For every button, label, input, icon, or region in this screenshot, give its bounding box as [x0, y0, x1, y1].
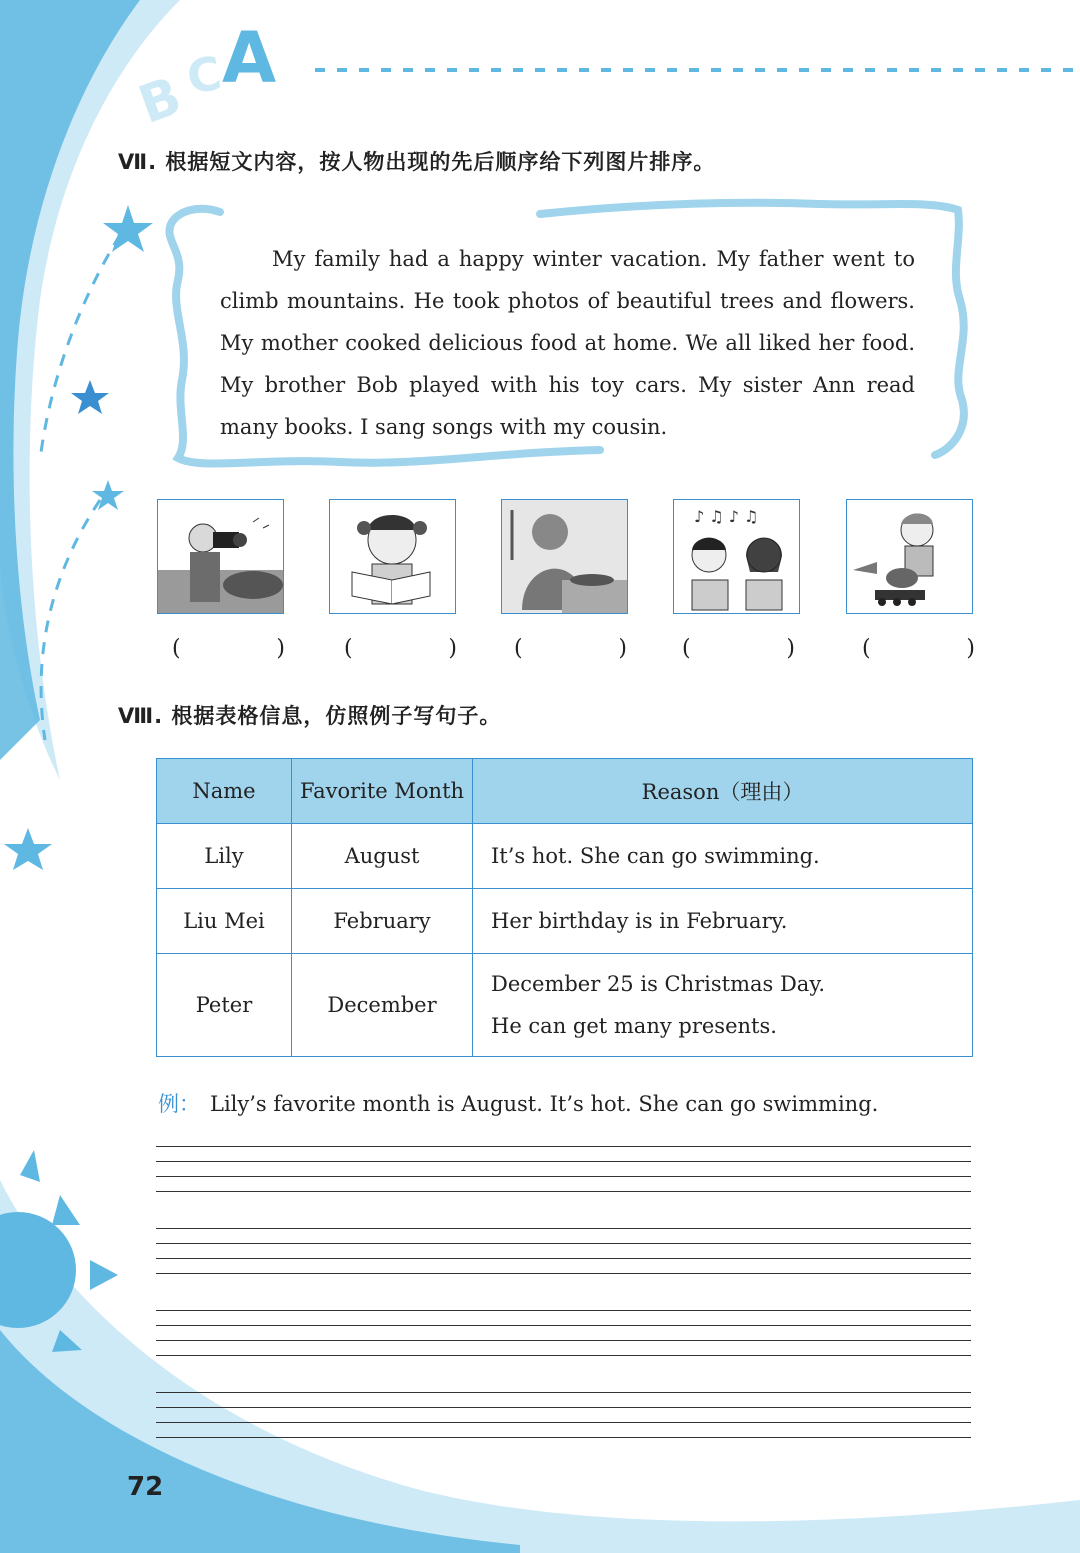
header-reason: Reason（理由） [473, 759, 973, 824]
picture-1 [157, 499, 284, 614]
svg-text:B: B [131, 66, 190, 136]
girl-reading-book-icon [330, 500, 455, 613]
example-label: 例： [158, 1092, 200, 1116]
answer-blank-3[interactable]: ( ) [514, 636, 627, 661]
table-header-row [157, 759, 973, 824]
page-number: 72 [127, 1472, 164, 1502]
svg-text:C: C [182, 45, 226, 105]
answer-blank-5[interactable]: ( ) [862, 636, 975, 661]
mother-cooking-icon [502, 500, 627, 613]
picture-4 [673, 499, 800, 614]
cell-reason: It’s hot. She can go swimming. [473, 824, 973, 889]
cell-month: August [292, 824, 473, 889]
cell-reason: December 25 is Christmas Day. He can get many presents. [473, 954, 973, 1057]
example-text: Lily’s favorite month is August. It’s hot. She can go swimming. [210, 1092, 879, 1116]
info-table [156, 758, 973, 1057]
answer-blank-2[interactable]: ( ) [344, 636, 457, 661]
picture-3 [501, 499, 628, 614]
answer-blank-4[interactable]: ( ) [682, 636, 795, 661]
cell-name: Peter [157, 954, 292, 1057]
writing-lines[interactable] [156, 1140, 971, 1438]
table-row [157, 824, 973, 889]
passage-text: My family had a happy winter vacation. My father went to climb mountains. He took photos of beautiful trees and flowers. My mother cooked delicious food at home. We all liked her food. My brother Bob played with his toy cars. My sister Ann read many books. I sang songs with my cousin. [220, 247, 915, 439]
cell-month: December [292, 954, 473, 1057]
boy-with-toy-cars-icon [847, 500, 972, 613]
answer-blank-1[interactable]: ( ) [172, 636, 285, 661]
table-row [157, 889, 973, 954]
section-7-title: Ⅶ. 根据短文内容，按人物出现的先后顺序给下列图片排序。 [118, 150, 716, 174]
star-icon [4, 828, 52, 870]
table-row [157, 954, 973, 1057]
children-singing-icon [674, 500, 799, 613]
star-icon [103, 205, 153, 252]
cell-name: Lily [157, 824, 292, 889]
svg-text:♪ ♫ ♪ ♫: ♪ ♫ ♪ ♫ [694, 507, 759, 526]
section-8-title: Ⅷ. 根据表格信息，仿照例子写句子。 [118, 704, 502, 728]
picture-5 [846, 499, 973, 614]
picture-2 [329, 499, 456, 614]
man-with-camera-icon [158, 500, 283, 613]
cell-month: February [292, 889, 473, 954]
cell-reason: Her birthday is in February. [473, 889, 973, 954]
svg-text:A: A [222, 17, 277, 99]
example-sentence [158, 1088, 878, 1118]
header-favorite-month: Favorite Month [292, 759, 473, 824]
star-icon [71, 380, 109, 414]
header-name: Name [157, 759, 292, 824]
reading-passage [220, 238, 915, 448]
cell-name: Liu Mei [157, 889, 292, 954]
